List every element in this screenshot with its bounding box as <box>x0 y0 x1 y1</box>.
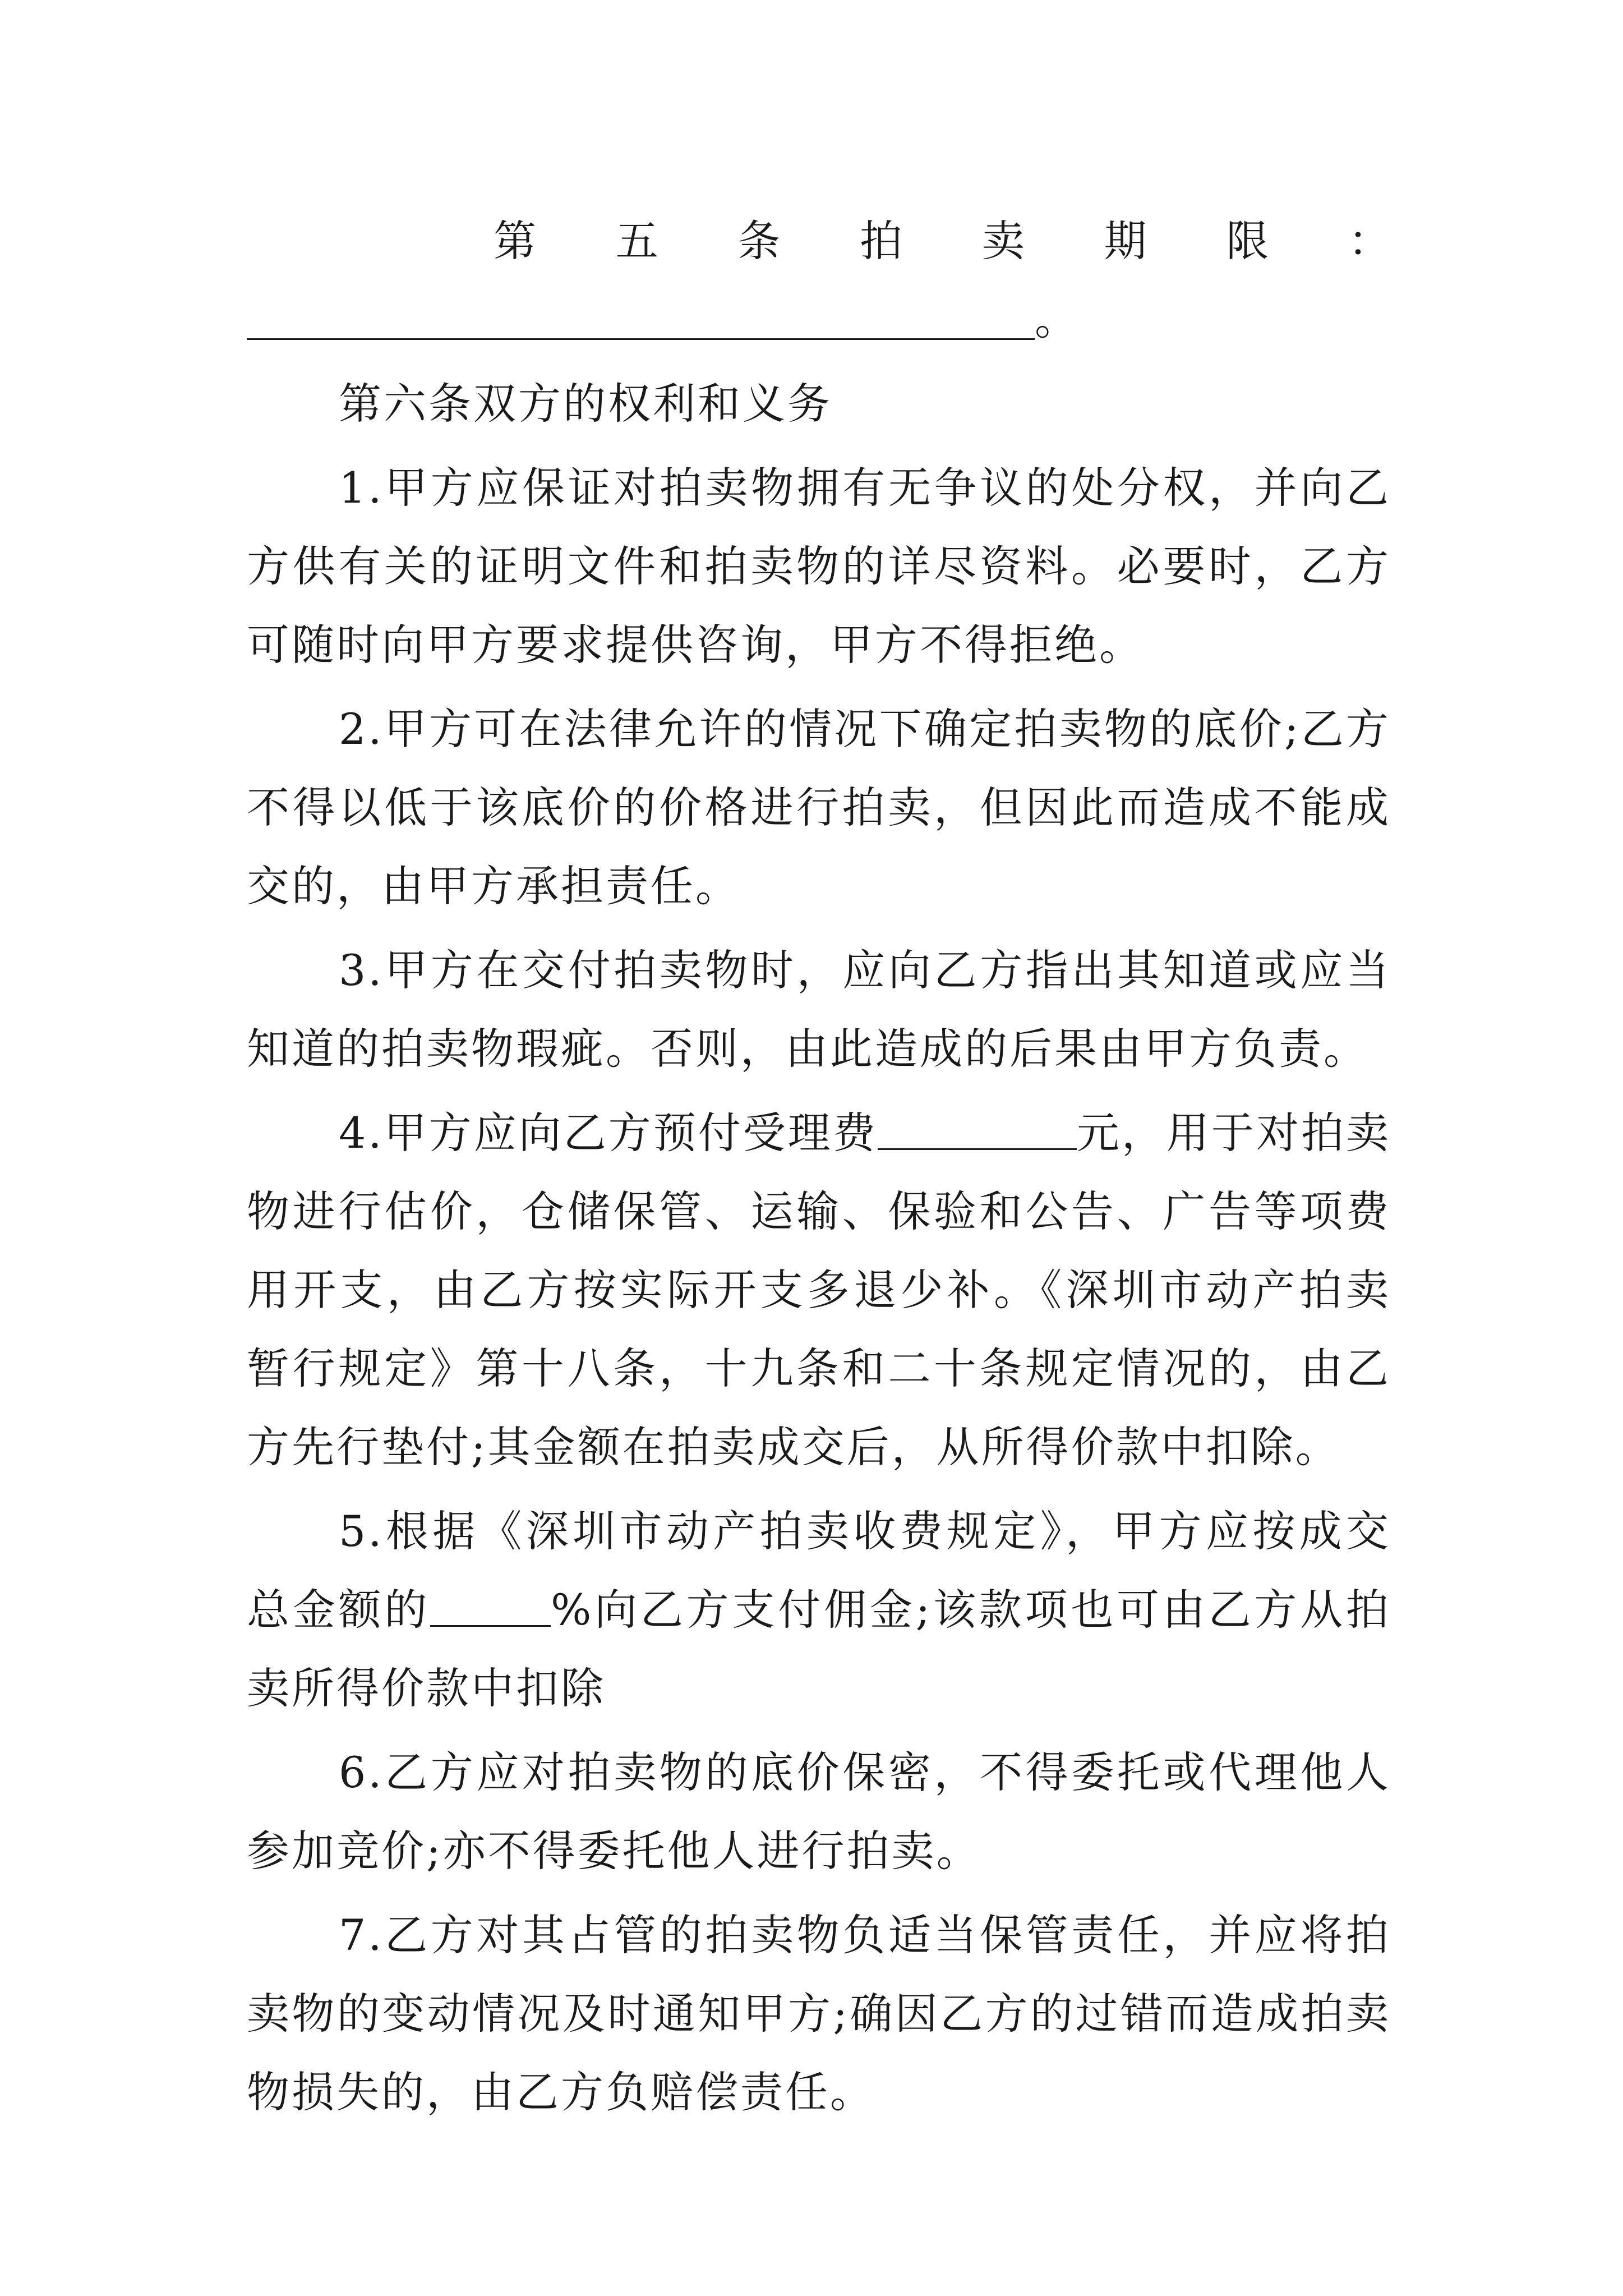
article-5-char: 条 <box>737 216 781 266</box>
commission-percent-blank <box>430 1591 551 1627</box>
article-5-blank-line <box>247 280 1391 359</box>
clause-5 <box>247 1492 1391 1728</box>
article-5-title <box>247 202 1391 280</box>
article-5-char: 五 <box>615 216 658 266</box>
clause-5-after: %向乙方支付佣金;该款项也可由乙方从拍卖所得价款中扣除 <box>247 1585 1391 1713</box>
clause-7: 7.乙方对其占管的拍卖物负适当保管责任，并应将拍卖物的变动情况及时通知甲方;确因乙方的过错而造成拍卖物损失的，由乙方负赔偿责任。 <box>247 1910 1391 2117</box>
clause-4-before: 4.甲方应向乙方预付受理费 <box>339 1108 878 1158</box>
clause-2: 2.甲方可在法律允许的情况下确定拍卖物的底价;乙方不得以低于该底价的价格进行拍卖，但因此而造成不能成交的，由甲方承担责任。 <box>247 704 1391 911</box>
document-body <box>247 202 1391 2132</box>
article-5-char: 卖 <box>981 216 1025 266</box>
article-6-heading: 第六条双方的权利和义务 <box>339 379 832 429</box>
article-5-char: 拍 <box>860 216 903 266</box>
article-5-char: 第 <box>494 216 536 266</box>
article-5-char: 限 <box>1226 216 1269 266</box>
clause-5-before: 5.根据《深圳市动产拍卖收费规定》，甲方应按成交总金额的 <box>247 1506 1391 1635</box>
auction-period-blank <box>247 338 1035 340</box>
fee-amount-blank <box>878 1115 1077 1150</box>
clause-4 <box>247 1094 1391 1487</box>
clause-3: 3.甲方在交付拍卖物时，应向乙方指出其知道或应当知道的拍卖物瑕疵。否则，由此造成的后果由甲方负责。 <box>247 945 1391 1074</box>
clause-1: 1.甲方应保证对拍卖物拥有无争议的处分权，并向乙方供有关的证明文件和拍卖物的详尽资料。必要时，乙方可随时向甲方要求提供咨询，甲方不得拒绝。 <box>247 463 1391 670</box>
article-5-char: 期 <box>1104 216 1147 266</box>
article-5-char: ： <box>1348 216 1391 266</box>
article-5-end-mark: 。 <box>1035 295 1077 344</box>
clause-6: 6.乙方应对拍卖物的底价保密，不得委托或代理他人参加竞价;亦不得委托他人进行拍卖。 <box>247 1747 1391 1876</box>
clause-4-after: 元，用于对拍卖物进行估价，仓储保管、运输、保验和公告、广告等项费用开支，由乙方按实际开支多退少补。《深圳市动产拍卖暂行规定》第十八条，十九条和二十条规定情况的，由乙方先行垫付;其金额在拍卖成交后，从所得价款中扣除。 <box>247 1108 1391 1472</box>
